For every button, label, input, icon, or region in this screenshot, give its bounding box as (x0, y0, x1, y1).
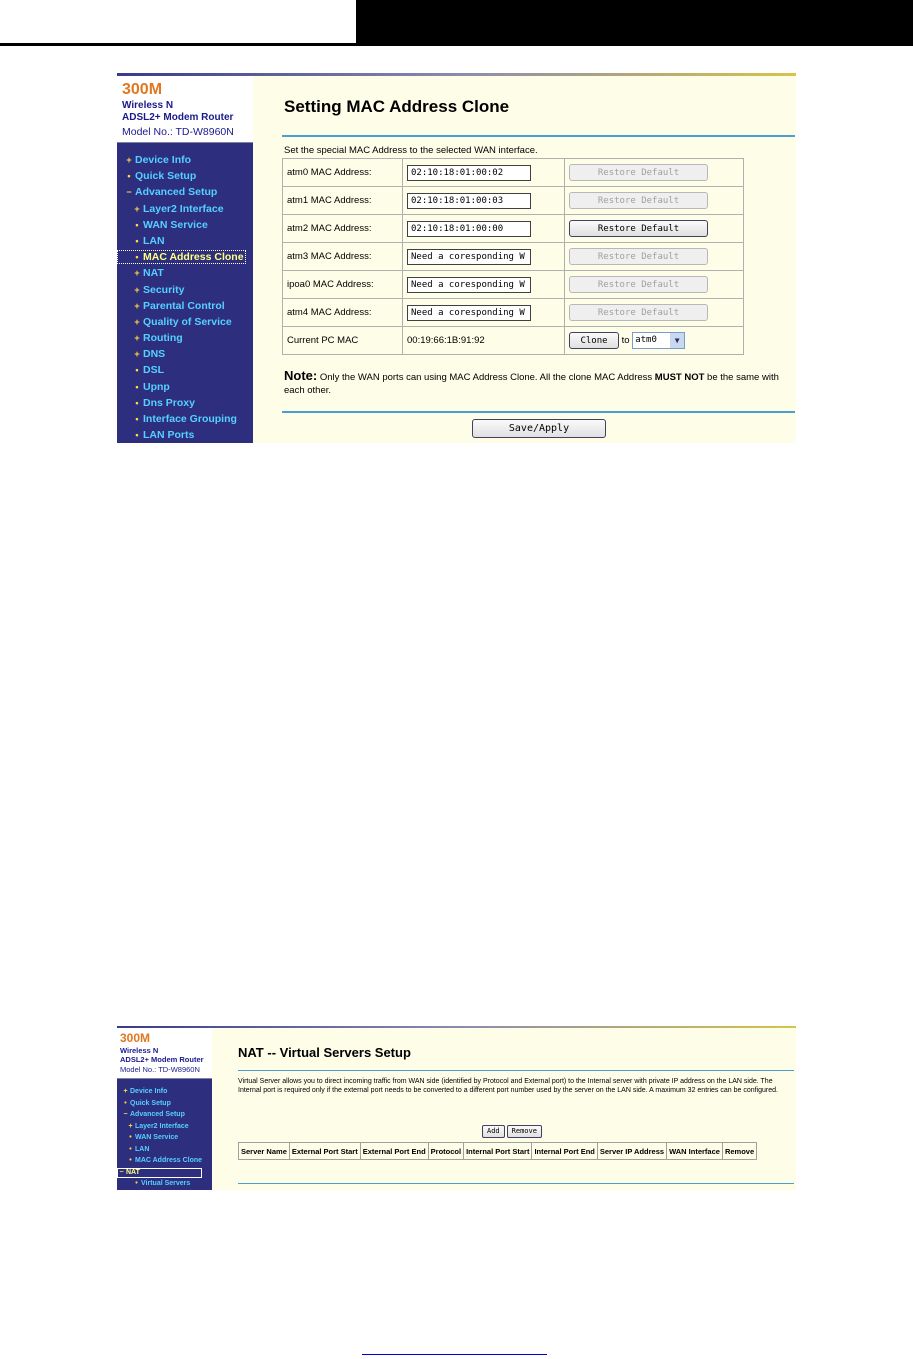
sidebar-item-layer2-interface[interactable] (117, 1121, 212, 1133)
column-header: External Port End (360, 1143, 428, 1160)
bullet-icon: • (135, 414, 139, 424)
sidebar-item-layer2-interface[interactable] (117, 201, 253, 217)
sidebar-item-label: Layer2 Interface (135, 1122, 189, 1130)
virtual-servers-table (238, 1142, 757, 1160)
brand-line-2: Wireless N (122, 100, 174, 111)
minus-icon: − (126, 187, 132, 198)
sidebar-item-advanced-setup[interactable] (117, 1109, 212, 1121)
table-row (283, 327, 744, 355)
table-row (283, 271, 744, 299)
plus-icon: + (123, 1088, 128, 1095)
atm4-restore-default-button[interactable]: Restore Default (569, 304, 708, 321)
button-cell (565, 215, 744, 243)
atm4-mac-input[interactable] (407, 305, 531, 321)
header-rule (0, 43, 913, 46)
page-header-bar (356, 0, 913, 44)
sidebar-item-label: NAT (126, 1168, 140, 1176)
row-label: ipoa0 MAC Address: (283, 271, 403, 299)
sidebar-item-label: LAN (143, 234, 165, 247)
sidebar-item-label: Dns Proxy (143, 396, 195, 409)
note-heading: Note: (284, 368, 318, 383)
sidebar-item-label: DNS (143, 348, 166, 361)
plus-icon: + (134, 203, 140, 214)
current-pc-mac-value: 00:19:66:1B:91:92 (403, 327, 565, 355)
table-row (283, 243, 744, 271)
bullet-icon: • (129, 1134, 132, 1141)
column-header: WAN Interface (667, 1143, 723, 1160)
brand-line-1: 300M (122, 81, 163, 98)
minus-icon: − (119, 1168, 124, 1176)
mac-address-table (282, 158, 744, 355)
mac-field-cell (403, 243, 565, 271)
sidebar-item-wan-service[interactable] (117, 1132, 212, 1144)
plus-icon: + (134, 268, 140, 279)
row-label: atm1 MAC Address: (283, 187, 403, 215)
sidebar-item-label: Upnp (143, 380, 170, 393)
main-content (212, 1028, 796, 1190)
footer-link-underline (362, 1354, 547, 1355)
bullet-icon: • (129, 1145, 132, 1153)
ipoa0-restore-default-button[interactable]: Restore Default (569, 276, 708, 293)
sidebar-item-label: Quality of Service (143, 315, 232, 328)
note-body-end: be the same with each other. (284, 372, 779, 396)
page-title: Setting MAC Address Clone (284, 97, 510, 116)
sidebar-item-routing[interactable] (117, 330, 253, 346)
sidebar-item-lan-ports[interactable] (117, 427, 253, 443)
column-header: External Port Start (289, 1143, 360, 1160)
mac-field-cell (403, 159, 565, 187)
bullet-icon: • (135, 219, 139, 230)
bottom-divider (282, 411, 795, 413)
atm3-restore-default-button[interactable]: Restore Default (569, 248, 708, 265)
atm0-mac-input[interactable] (407, 165, 531, 181)
brand-model-number: Model No.: TD-W8960N (120, 1065, 200, 1074)
brand-model-number: Model No.: TD-W8960N (122, 126, 234, 138)
sidebar-item-label: Quick Setup (130, 1099, 171, 1107)
sidebar-item-device-info[interactable] (117, 1086, 212, 1098)
sidebar-item-label: WAN Service (143, 218, 208, 231)
atm1-mac-input[interactable] (407, 193, 531, 209)
mac-field-cell (403, 299, 565, 327)
brand-line-3: ADSL2+ Modem Router (122, 112, 234, 123)
bottom-divider (238, 1183, 794, 1184)
to-label: to (621, 335, 630, 346)
sidebar-menu (117, 152, 253, 443)
sidebar-item-dsl[interactable] (117, 362, 253, 378)
plus-icon: + (134, 349, 140, 360)
sidebar-item-lan[interactable] (117, 1144, 212, 1156)
sidebar-item-label: WAN Service (135, 1134, 179, 1141)
sidebar-item-label: Device Info (130, 1088, 168, 1095)
table-row (283, 159, 744, 187)
bullet-icon: • (135, 381, 139, 392)
sidebar-item-dns[interactable] (117, 346, 253, 362)
sidebar-item-label: LAN (135, 1145, 150, 1153)
table-row (283, 215, 744, 243)
button-cell (565, 159, 744, 187)
button-cell (565, 187, 744, 215)
sidebar-item-label: MAC Address Clone (135, 1157, 203, 1164)
button-cell (565, 299, 744, 327)
sidebar-item-nat[interactable] (117, 1167, 212, 1179)
brand-line-1: 300M (120, 1031, 151, 1045)
sidebar-item-advanced-setup[interactable] (117, 184, 253, 200)
column-header: Server IP Address (597, 1143, 666, 1160)
wan-interface-select[interactable] (632, 332, 685, 349)
sidebar-item-lan[interactable] (117, 233, 253, 249)
sidebar-item-label: Security (143, 283, 185, 296)
bullet-icon: • (129, 1157, 132, 1164)
row-label: atm2 MAC Address: (283, 215, 403, 243)
plus-icon: + (134, 316, 140, 327)
sidebar-item-quick-setup[interactable] (117, 1098, 212, 1110)
minus-icon: − (123, 1111, 128, 1118)
title-divider (238, 1070, 794, 1071)
chevron-down-icon: ▼ (670, 333, 684, 348)
sidebar-item-label: Routing (143, 332, 183, 345)
sidebar (117, 76, 253, 443)
row-label: atm3 MAC Address: (283, 243, 403, 271)
title-divider (282, 135, 795, 137)
sidebar-item-label: Advanced Setup (130, 1111, 185, 1118)
ipoa0-mac-input[interactable] (407, 277, 531, 293)
atm2-mac-input[interactable] (407, 221, 531, 237)
sidebar-item-nat[interactable] (117, 265, 253, 281)
sidebar-item-label: NAT (143, 267, 164, 280)
sidebar-item-virtual-servers[interactable] (117, 1178, 212, 1190)
table-header-row (239, 1143, 757, 1160)
row-label: atm4 MAC Address: (283, 299, 403, 327)
note-text (284, 369, 794, 397)
mac-clone-screenshot (117, 73, 796, 443)
current-pc-mac-label: Current PC MAC (283, 327, 403, 355)
mac-field-cell (403, 271, 565, 299)
bullet-icon: • (135, 235, 139, 246)
page-description: Set the special MAC Address to the selected WAN interface. (284, 145, 538, 156)
bullet-icon: • (135, 365, 139, 376)
bullet-icon: • (135, 252, 139, 263)
page-description: Virtual Server allows you to direct incoming traffic from WAN side (identified by Protocol and External port) to the Internal server with private IP address on the LAN side. The Internal port is required only if the external port needs to be converted to a different port number used by the server on the LAN side. A maximum 32 entries can be configured. (238, 1078, 778, 1094)
sidebar-item-label: MAC Address Clone (143, 251, 244, 264)
clone-button[interactable]: Clone (569, 332, 619, 349)
bullet-icon: • (124, 1099, 127, 1107)
action-buttons (482, 1120, 544, 1138)
column-header: Protocol (428, 1143, 463, 1160)
note-body: Only the WAN ports can using MAC Address Clone. All the clone MAC Address (317, 372, 655, 383)
brand-logo (117, 1028, 212, 1079)
plus-icon: + (134, 300, 140, 311)
clone-cell (565, 327, 744, 355)
sidebar-item-label: Device Info (135, 154, 192, 166)
button-cell (565, 271, 744, 299)
sidebar-item-wan-service[interactable] (117, 217, 253, 233)
column-header: Server Name (239, 1143, 290, 1160)
plus-icon: + (128, 1122, 133, 1130)
plus-icon: + (134, 333, 140, 344)
column-header: Internal Port End (532, 1143, 597, 1160)
button-cell (565, 243, 744, 271)
column-header: Internal Port Start (464, 1143, 532, 1160)
sidebar-item-quick-setup[interactable] (117, 168, 253, 184)
sidebar-item-mac-address-clone[interactable] (117, 249, 253, 265)
bullet-icon: • (127, 171, 131, 182)
main-content (253, 76, 796, 443)
note-emphasis: MUST NOT (654, 372, 705, 383)
sidebar-item-label: LAN Ports (143, 429, 195, 442)
plus-icon: + (126, 155, 132, 165)
sidebar-item-label: Virtual Servers (141, 1180, 191, 1187)
atm3-mac-input[interactable] (407, 249, 531, 265)
sidebar-item-security[interactable] (117, 282, 253, 298)
plus-icon: + (134, 284, 140, 295)
brand-line-2: Wireless N (120, 1046, 159, 1055)
column-header: Remove (722, 1143, 756, 1160)
table-row (283, 299, 744, 327)
sidebar (117, 1028, 212, 1190)
mac-field-cell (403, 215, 565, 243)
add-button[interactable]: Add (482, 1125, 505, 1138)
table-row (283, 187, 744, 215)
bullet-icon: • (135, 430, 139, 441)
sidebar-item-label: Quick Setup (135, 170, 197, 183)
row-label: atm0 MAC Address: (283, 159, 403, 187)
atm0-restore-default-button[interactable]: Restore Default (569, 164, 708, 181)
bullet-icon: • (135, 1180, 138, 1187)
sidebar-item-upnp[interactable] (117, 379, 253, 395)
sidebar-item-mac-address-clone[interactable] (117, 1155, 212, 1167)
selected-value: atm0 (635, 335, 657, 345)
virtual-servers-screenshot (117, 1026, 796, 1190)
sidebar-item-device-info[interactable] (117, 152, 253, 168)
brand-logo (117, 76, 253, 143)
bullet-icon: • (135, 397, 139, 408)
save-apply-button[interactable]: Save/Apply (472, 419, 606, 438)
brand-line-3: ADSL2+ Modem Router (120, 1055, 204, 1064)
sidebar-item-dns-proxy[interactable] (117, 395, 253, 411)
sidebar-item-label: DSL (143, 364, 164, 377)
remove-button[interactable]: Remove (507, 1125, 542, 1138)
sidebar-item-interface-grouping[interactable] (117, 411, 253, 427)
atm2-restore-default-button[interactable]: Restore Default (569, 220, 708, 237)
mac-field-cell (403, 187, 565, 215)
sidebar-item-label: Advanced Setup (135, 186, 218, 199)
sidebar-item-quality-of-service[interactable] (117, 314, 253, 330)
sidebar-menu (117, 1086, 212, 1190)
page-title: NAT -- Virtual Servers Setup (238, 1045, 411, 1060)
atm1-restore-default-button[interactable]: Restore Default (569, 192, 708, 209)
sidebar-item-label: Interface Grouping (143, 413, 237, 425)
sidebar-item-label: Parental Control (143, 299, 225, 312)
sidebar-item-label: Layer2 Interface (143, 202, 224, 215)
sidebar-item-parental-control[interactable] (117, 298, 253, 314)
